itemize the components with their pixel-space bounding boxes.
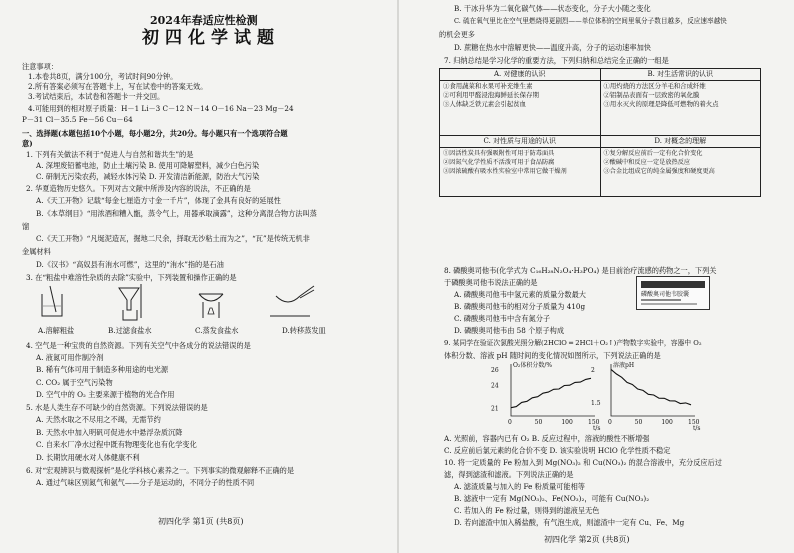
question-line: 6. 对“宏观辨识与微观探析”是化学科核心素养之一。下列事实的微观解释不正确的是 [26, 466, 295, 475]
chart-xlabel: t/s [593, 425, 601, 432]
series-line [511, 378, 591, 407]
y-tick-label: 2 [591, 367, 595, 374]
question-option: A.《天工开物》记载“每金七厘造方寸金一千片”，体现了金具有良好的延展性 [36, 196, 281, 205]
evaporating-dish-icon [199, 294, 223, 318]
x-tick-label: 0 [508, 419, 512, 426]
ph-chart [589, 360, 699, 430]
question-option: C. 反应前后氯元素的化合价不变 D. 该实验说明 HClO 化学性质不稳定 [444, 446, 671, 455]
table-cell-a: ①食用蔬菜和水果可补充维生素 ②可利用甲醛浸泡海鲜延长保存期 ③人体缺乏铁元素会引起贫血 [440, 81, 601, 136]
question-option: B.《本草纲目》“用浓酒和糟入甑，蒸令气上，用器承取滴露”，这种分离混合物方法叫蒸 [36, 209, 317, 218]
table-header-c: C. 对性质与用途的认识 [440, 136, 601, 148]
question-option: A. 深埋废铅蓄电池，防止土壤污染 B. 使用可降解塑料，减少白色污染 [36, 161, 260, 170]
question-option: C. 磷酸奥司他韦中含有氮分子 [454, 314, 551, 323]
table-cell-c: ①因活性炭具有强吸附性可用于防毒面具 ②因氮气化学性质不活泼可用于食品防腐 ③因浓硫酸有吸水性实验室中常用它做干燥剂 [440, 148, 601, 197]
medicine-box-image [636, 276, 710, 310]
table-cell-b: ①用灼烧的方法区分羊毛和合成纤维 ②铝制品表面有一层致密的氧化膜 ③用水灭火的原理是降低可燃物的着火点 [600, 81, 761, 136]
question-line: 2. 华夏造物历史悠久。下列对古文献中所涉及内容的说法，不正确的是 [26, 184, 251, 193]
exam-title: 2024年春适应性检测 [150, 14, 258, 27]
x-tick-label: 150 [688, 419, 700, 426]
notice-line: 3.考试结束后，本试卷和答题卡一并交回。 [28, 92, 165, 101]
series-line [611, 369, 691, 404]
question-line: 10. 将一定质量的 Fe 粉加入到 Mg(NO₃)₂ 和 Cu(NO₃)₂ 的混合溶液中，充分反应后过 [444, 458, 722, 467]
question-option: B. 天然水中加入明矾可促进水中悬浮杂质沉降 [36, 428, 183, 437]
question-option: C. CO₂ 属于空气污染物 [36, 378, 113, 387]
table-header-d: D. 对概念的理解 [600, 136, 761, 148]
beaker-icon [42, 286, 62, 316]
question-line: 3. 在“粗盐中难溶性杂质的去除”实验中，下列装置和操作正确的是 [26, 273, 237, 282]
question-line: 1. 下列有关做法不利于“促进人与自然和谐共生”的是 [26, 150, 194, 159]
y-tick-label: 26 [491, 367, 499, 374]
x-tick-label: 100 [561, 419, 573, 426]
y-tick-label: 1.5 [591, 399, 601, 407]
table-header-a: A. 对健康的认识 [440, 69, 601, 81]
question-line-cont: 体积分数、溶液 pH 随时间的变化情况如图所示，下列说法正确的是 [444, 351, 661, 360]
crucible-tongs-icon [270, 286, 314, 316]
question-option: B. 滤液中一定有 Mg(NO₃)₂、Fe(NO₃)₂，可能有 Cu(NO₃)₂ [454, 494, 650, 503]
question-line-cont: 于磷酸奥司他韦说法正确的是 [444, 278, 538, 287]
table-header-b: B. 对生活常识的认识 [600, 69, 761, 81]
notice-line: 1.本卷共8页，满分100分，考试时间90分钟。 [28, 72, 178, 81]
exam-subject: 初四化学试题 [142, 28, 280, 48]
question-option: D. 若向滤渣中加入稀盐酸，有气泡生成，则滤渣中一定有 Cu、Fe、Mg [454, 518, 685, 527]
y-tick-label: 24 [491, 382, 499, 390]
question-option: D. 空气中的 O₂ 主要来源于植物的光合作用 [36, 390, 175, 399]
question-option: C.《天工开物》“凡埏泥造瓦，掘地二尺余，择取无沙粘土而为之”，“瓦”是传统无机非 [36, 234, 310, 243]
question-line: 9. 某同学在验证次氯酸光照分解(2HClO ═ 2HCl＋O₂↑)产物数字实验中，容器中 O₂ [444, 339, 702, 347]
funnel-icon [119, 284, 141, 320]
page-footer: 初四化学 第1页 (共8页) [158, 517, 244, 526]
page-footer: 初四化学 第2页 (共8页) [544, 535, 630, 544]
notice-line: 2.所有答案必须写在答题卡上，写在试卷中的答案无效。 [28, 82, 208, 91]
question-option: A. 磷酸奥司他韦中氢元素的质量分数最大 [454, 290, 586, 299]
apparatus-label: B.过滤食盐水 [108, 326, 152, 335]
notice-heading: 注意事项： [22, 62, 58, 71]
x-tick-label: 150 [588, 419, 600, 426]
question-option: A. 滤渣质量与加入的 Fe 粉质量可能相等 [454, 482, 585, 491]
question-line: 5. 水是人类生存不可缺少的自然资源。下列说法错误的是 [26, 403, 208, 412]
question-line-cont: 滤，得到滤渣和滤液。下列说法正确的是 [444, 470, 574, 479]
question-line: 4. 空气是一种宝贵的自然资源。下列有关空气中各成分的说法错误的是 [26, 341, 251, 350]
apparatus-label: C.蒸发食盐水 [195, 326, 239, 335]
question-option: B. 干冰升华为二氧化碳气体——状态变化，分子大小随之变化 [454, 4, 651, 13]
notice-line: P－31 Cl－35.5 Fe－56 Cu－64 [22, 115, 133, 124]
x-tick-label: 0 [608, 419, 612, 426]
question-line: 8. 磷酸奥司他韦(化学式为 C₁₆H₂₈N₂O₄·H₃PO₄) 是目前治疗流感的药物之一，下列关 [444, 266, 717, 275]
x-tick-label: 50 [634, 419, 643, 426]
question-option: D. 长期饮用硬水对人体健康不利 [36, 453, 140, 462]
question-option: A. 通过气味区别氮气和氨气——分子是运动的，不同分子的性质不同 [36, 478, 255, 487]
x-tick-label: 50 [534, 419, 543, 426]
question-option: B. 磷酸奥司他韦的相对分子质量为 410g [454, 302, 586, 311]
question-line: 7. 归纳总结是学习化学的重要方法，下列归纳和总结完全正确的一组是 [444, 56, 669, 65]
chart-ylabel: 溶液pH [613, 362, 635, 369]
notice-line: 4.可能用到的相对原子质量：H－1 Li－3 C－12 N－14 O－16 Na－23 Mg－24 [28, 104, 294, 113]
summary-table [439, 68, 761, 197]
chart-xlabel: t/s [693, 425, 701, 432]
y-tick-label: 21 [491, 405, 499, 413]
question-option: C. 自来水厂净水过程中既有物理变化也有化学变化 [36, 440, 197, 449]
question-option: C. 硫在氧气里比在空气里燃烧得更剧烈——单位体积的空间里氧分子数目越多，反应速率越快 [454, 17, 727, 25]
question-option: A. 液氮可用作制冷剂 [36, 353, 104, 362]
x-tick-label: 100 [661, 419, 673, 426]
medicine-box-label: 磷酸奥司他韦胶囊 [641, 291, 690, 298]
question-option: D.《汉书》“高奴县有洧水可燃”，这里的“洧水”指的是石油 [36, 260, 224, 269]
question-option: B. 稀有气体可用于制造多种用途的电光源 [36, 365, 169, 374]
apparatus-figure [30, 284, 350, 324]
question-option-cont: 的机会更多 [439, 30, 475, 39]
right-page [399, 0, 794, 553]
question-option: A. 天然水取之不尽用之不竭，无需节约 [36, 415, 161, 424]
question-option: C. 研制无污染农药，减轻水体污染 D. 开发清洁新能源，防治大气污染 [36, 172, 260, 181]
question-option: C. 若加入的 Fe 粉过量，则得到的滤液呈无色 [454, 506, 600, 515]
question-option: D. 蔗糖在热水中溶解更快——温度升高，分子的运动速率加快 [454, 43, 651, 52]
question-option-cont: 馏 [22, 222, 30, 231]
apparatus-label: A.溶解粗盐 [38, 326, 75, 335]
question-option-cont: 金属材料 [22, 247, 51, 256]
chart-axes [611, 364, 695, 416]
apparatus-label: D.转移蒸发皿 [282, 326, 326, 335]
question-option: A. 光照前，容器内已有 O₂ B. 反应过程中，溶液的酸性不断增强 [444, 434, 650, 443]
o2-fraction-chart [489, 360, 599, 430]
question-option: D. 磷酸奥司他韦由 58 个原子构成 [454, 326, 565, 335]
section-heading: 一、选择题(本题包括10个小题，每小题2分，共20分。每小题只有一个选项符合题 [22, 129, 288, 138]
table-cell-d: ①复分解反应前后一定有化合价变化 ②酸碱中和反应一定是放热反应 ③合金比组成它的纯金属强度和硬度更高 [600, 148, 761, 197]
chart-ylabel: O₂体积分数/% [513, 362, 553, 369]
section-heading-cont: 意) [22, 139, 33, 148]
